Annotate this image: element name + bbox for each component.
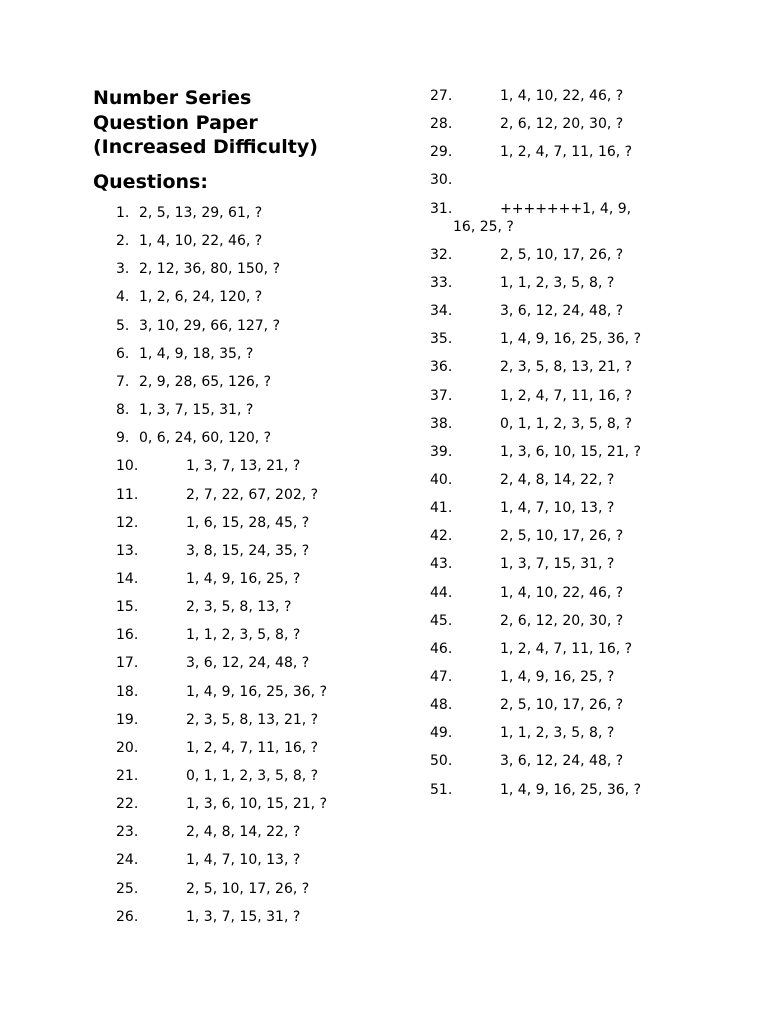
- question-number: 12.: [116, 514, 139, 531]
- question-text: 2, 5, 10, 17, 26, ?: [186, 880, 310, 897]
- question-number: 35.: [430, 331, 453, 348]
- question-number: 36.: [430, 359, 453, 376]
- document-title: [93, 86, 318, 160]
- question-text: 1, 4, 10, 22, 46, ?: [500, 88, 624, 104]
- question-number: 34.: [430, 303, 453, 320]
- question-number: 10.: [116, 458, 139, 475]
- question-number: 19.: [116, 711, 139, 728]
- question-text: 1, 3, 6, 10, 15, 21, ?: [500, 443, 641, 460]
- question-text: 1, 2, 4, 7, 11, 16, ?: [500, 387, 633, 404]
- question-number: 32.: [430, 246, 453, 263]
- question-text: 3, 10, 29, 66, 127, ?: [139, 317, 281, 334]
- question-text: 1, 3, 7, 15, 31, ?: [186, 908, 301, 925]
- question-number: 51.: [430, 781, 453, 798]
- question-text: 2, 7, 22, 67, 202, ?: [186, 486, 319, 503]
- question-number: 15.: [116, 599, 139, 616]
- question-text: 2, 9, 28, 65, 126, ?: [139, 373, 272, 390]
- question-text: 1, 4, 7, 10, 13, ?: [500, 500, 615, 517]
- question-text: 0, 6, 24, 60, 120, ?: [139, 430, 272, 447]
- question-text: 1, 3, 7, 15, 31, ?: [500, 556, 615, 573]
- question-text: 3, 6, 12, 24, 48, ?: [186, 655, 310, 672]
- question-number: 27.: [430, 88, 453, 104]
- question-text: 2, 5, 13, 29, 61, ?: [139, 205, 263, 221]
- question-text: 1, 4, 10, 22, 46, ?: [500, 584, 624, 601]
- question-number: 24.: [116, 852, 139, 869]
- question-number: 25.: [116, 880, 139, 897]
- question-text: 2, 3, 5, 8, 13, 21, ?: [500, 359, 633, 376]
- question-number: 11.: [116, 486, 139, 503]
- question-text: +++++++1, 4, 9, 16, 25, ?: [453, 200, 632, 235]
- question-number: 1.: [116, 205, 130, 221]
- question-number: 48.: [430, 697, 453, 714]
- question-number: 9.: [116, 430, 130, 447]
- question-number: 21.: [116, 768, 139, 784]
- question-text: 1, 4, 9, 16, 25, 36, ?: [186, 683, 327, 700]
- question-text: 1, 3, 7, 15, 31, ?: [139, 402, 254, 419]
- question-text: 1, 2, 4, 7, 11, 16, ?: [500, 640, 633, 657]
- question-number: 40.: [430, 471, 453, 488]
- question-number: 7.: [116, 373, 130, 390]
- question-text: 1, 3, 7, 13, 21, ?: [186, 458, 301, 475]
- question-text: 1, 2, 6, 24, 120, ?: [139, 289, 263, 306]
- question-number: 26.: [116, 908, 139, 925]
- question-number: 37.: [430, 387, 453, 404]
- question-number: 39.: [430, 443, 453, 460]
- question-text: 2, 5, 10, 17, 26, ?: [500, 697, 624, 714]
- question-text: 2, 6, 12, 20, 30, ?: [500, 612, 624, 629]
- question-text: 2, 4, 8, 14, 22, ?: [500, 471, 615, 488]
- question-number: 13.: [116, 542, 139, 559]
- question-text: 3, 6, 12, 24, 48, ?: [500, 753, 624, 770]
- question-number: 18.: [116, 683, 139, 700]
- question-number: 38.: [430, 415, 453, 432]
- question-text: 1, 2, 4, 7, 11, 16, ?: [500, 144, 633, 161]
- question-number: 23.: [116, 824, 139, 841]
- question-number: 29.: [430, 144, 453, 161]
- question-number: 28.: [430, 116, 453, 133]
- question-number: 45.: [430, 612, 453, 629]
- question-number: 31.: [430, 200, 453, 217]
- question-number: 43.: [430, 556, 453, 573]
- question-number: 46.: [430, 640, 453, 657]
- question-number: 42.: [430, 528, 453, 545]
- question-number: 33.: [430, 274, 453, 291]
- question-text: 0, 1, 1, 2, 3, 5, 8, ?: [500, 415, 633, 432]
- question-text: 1, 4, 9, 18, 35, ?: [139, 345, 254, 362]
- title-line: (Increased Difficulty): [93, 136, 318, 158]
- question-text: 2, 5, 10, 17, 26, ?: [500, 246, 624, 263]
- question-text: 2, 12, 36, 80, 150, ?: [139, 261, 281, 278]
- question-text: 1, 1, 2, 3, 5, 8, ?: [500, 274, 615, 291]
- question-number: 49.: [430, 725, 453, 742]
- question-text: 1, 4, 9, 16, 25, ?: [500, 669, 615, 685]
- question-text: 3, 6, 12, 24, 48, ?: [500, 303, 624, 320]
- question-text: 1, 6, 15, 28, 45, ?: [186, 514, 310, 531]
- question-text: 0, 1, 1, 2, 3, 5, 8, ?: [186, 768, 319, 784]
- question-text: 1, 4, 9, 16, 25, 36, ?: [500, 331, 641, 348]
- title-line: Number Series: [93, 87, 252, 109]
- question-text: 3, 8, 15, 24, 35, ?: [186, 542, 310, 559]
- question-number: 44.: [430, 584, 453, 601]
- question-number: 14.: [116, 570, 139, 587]
- question-number: 47.: [430, 669, 453, 685]
- question-number: 5.: [116, 317, 130, 334]
- question-number: 17.: [116, 655, 139, 672]
- question-text: 1, 4, 10, 22, 46, ?: [139, 233, 263, 250]
- question-text: 2, 4, 8, 14, 22, ?: [186, 824, 301, 841]
- question-number: 2.: [116, 233, 130, 250]
- question-number: 22.: [116, 796, 139, 813]
- question-number: 8.: [116, 402, 130, 419]
- question-number: 20.: [116, 739, 139, 756]
- title-line: Question Paper: [93, 111, 258, 134]
- question-number: 4.: [116, 289, 130, 306]
- question-number: 50.: [430, 753, 453, 770]
- question-text: 1, 1, 2, 3, 5, 8, ?: [186, 627, 301, 644]
- question-text: 1, 4, 9, 16, 25, 36, ?: [500, 781, 641, 798]
- question-text: 2, 6, 12, 20, 30, ?: [500, 116, 624, 133]
- question-number: 41.: [430, 500, 453, 517]
- question-number: 16.: [116, 627, 139, 644]
- question-text: 2, 3, 5, 8, 13, ?: [186, 599, 292, 616]
- question-number: 30.: [430, 172, 453, 189]
- question-text: 1, 2, 4, 7, 11, 16, ?: [186, 739, 319, 756]
- question-text: 1, 3, 6, 10, 15, 21, ?: [186, 796, 327, 813]
- question-text: 1, 1, 2, 3, 5, 8, ?: [500, 725, 615, 742]
- question-text: 1, 4, 9, 16, 25, ?: [186, 570, 301, 587]
- questions-heading: Questions:: [93, 171, 208, 193]
- question-text: 2, 3, 5, 8, 13, 21, ?: [186, 711, 319, 728]
- question-number: 3.: [116, 261, 130, 278]
- question-text: 1, 4, 7, 10, 13, ?: [186, 852, 301, 869]
- question-text: 2, 5, 10, 17, 26, ?: [500, 528, 624, 545]
- question-number: 6.: [116, 345, 130, 362]
